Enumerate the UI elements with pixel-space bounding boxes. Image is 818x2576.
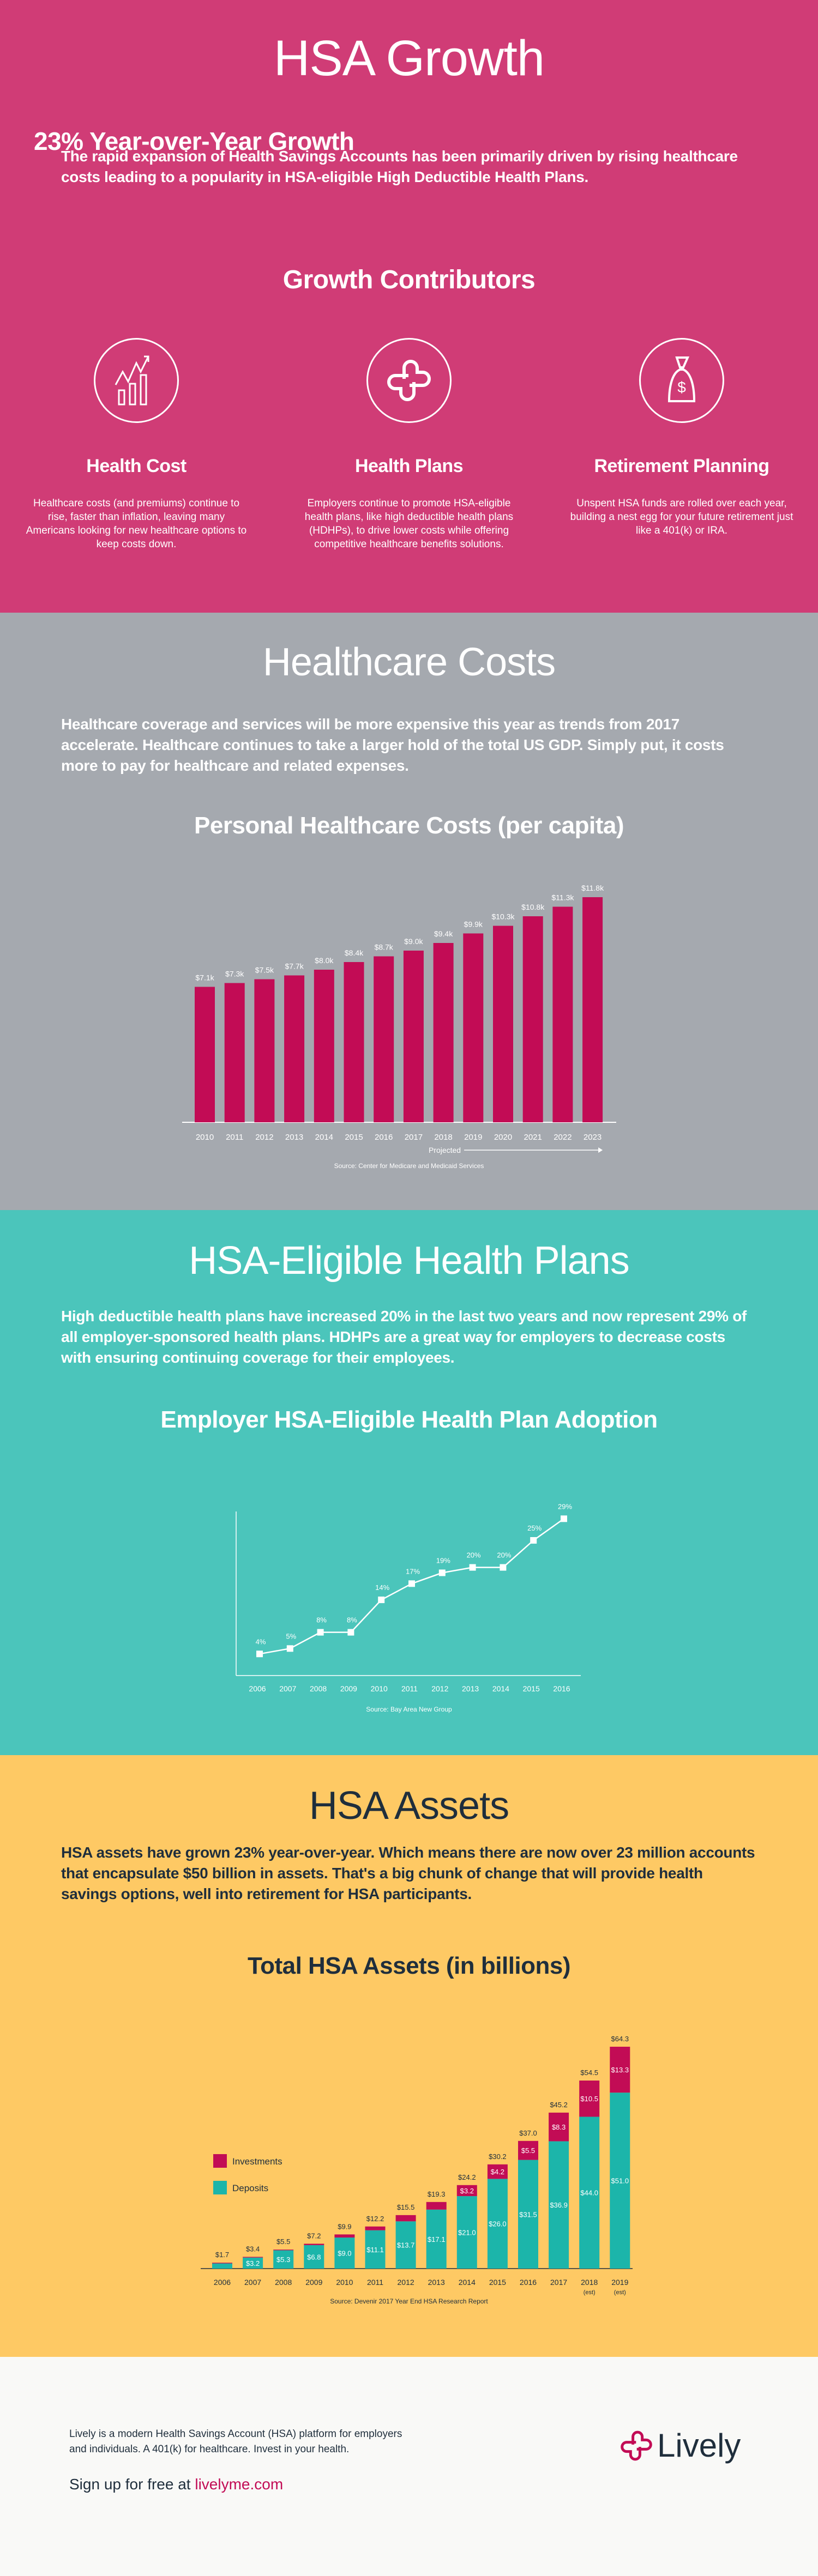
total-value-label: $24.2 [458, 2173, 476, 2181]
total-value-label: $5.5 [276, 2238, 291, 2246]
data-point [317, 1629, 324, 1636]
data-point [408, 1580, 415, 1587]
growth-subtitle: 23% Year-over-Year Growth [34, 127, 354, 155]
x-tick-label: 2008 [310, 1684, 327, 1693]
chart-source: Source: Center for Medicare and Medicaid Services [334, 1162, 484, 1170]
lively-logo [619, 2427, 741, 2464]
section-title: Healthcare Costs [262, 640, 556, 684]
bar-value-label: $7.3k [225, 969, 244, 978]
deposits-value-label: $11.1 [366, 2245, 384, 2254]
footer-description-line: and individuals. A 401(k) for healthcare. Invest in your health. [69, 2444, 350, 2455]
plans-paragraph: High deductible health plans have increased 20% in the last two years and now represent 29% of all employer-sponsored health plans. HDHPs are a great way for employers to decrease costs with ensuring continuing coverage for their employees. [61, 1308, 747, 1366]
contributor-health-cost [16, 338, 256, 551]
total-value-label: $64.3 [611, 2034, 629, 2043]
legend-swatch-deposits [213, 2181, 227, 2194]
data-point [470, 1564, 476, 1571]
x-tick-label: 2019 [611, 2278, 629, 2287]
hsa-assets-section [0, 1755, 818, 2357]
chart-source: Source: Bay Area New Group [366, 1706, 452, 1713]
contributor-description: Unspent HSA funds are rolled over each year, building a nest egg for your future retirement just like a 401(k) or IRA. [570, 498, 793, 536]
money-bag-icon [639, 338, 724, 423]
point-value-label: 5% [286, 1632, 297, 1641]
investments-value-label: $5.5 [521, 2146, 536, 2155]
x-tick-label: 2016 [553, 1684, 570, 1693]
x-tick-label: 2011 [226, 1133, 244, 1142]
point-value-label: 17% [405, 1567, 420, 1576]
x-tick-label: 2014 [492, 1684, 509, 1693]
point-value-label: 4% [255, 1637, 266, 1646]
data-point [287, 1645, 293, 1652]
deposits-value-label: $6.8 [307, 2253, 321, 2261]
x-tick-label: 2010 [336, 2278, 353, 2287]
bar-value-label: $8.4k [344, 948, 364, 957]
data-point [530, 1537, 537, 1544]
x-tick-label: 2015 [522, 1684, 540, 1693]
deposits-value-label: $5.3 [276, 2255, 291, 2264]
data-point [256, 1650, 263, 1657]
point-value-label: 29% [557, 1502, 573, 1511]
x-tick-sublabel: (est) [583, 2289, 596, 2296]
total-value-label: $45.2 [550, 2100, 568, 2109]
total-value-label: $9.9 [338, 2222, 352, 2231]
investments-bar-segment [304, 2244, 324, 2245]
data-point [561, 1515, 567, 1522]
footer [0, 2357, 818, 2576]
section-title: HSA Growth [273, 31, 545, 86]
contributor-description: Healthcare costs (and premiums) continue to rise, faster than inflation, leaving many Americans looking for new healthcare options to keep costs down. [26, 498, 247, 550]
point-value-label: 19% [436, 1556, 450, 1565]
healthcare-costs-bar-chart [0, 613, 818, 1210]
bar [582, 897, 603, 1122]
x-tick-label: 2011 [366, 2278, 384, 2287]
signup-text [69, 2476, 283, 2493]
x-tick-label: 2020 [494, 1133, 513, 1142]
section-title: HSA Assets [309, 1784, 509, 1828]
bar [493, 926, 513, 1123]
investments-bar-segment [365, 2227, 386, 2230]
deposits-value-label: $36.9 [550, 2201, 568, 2210]
total-value-label: $3.4 [245, 2245, 260, 2253]
deposits-bar-segment [212, 2264, 232, 2269]
total-value-label: $1.7 [215, 2251, 230, 2259]
x-tick-label: 2017 [550, 2278, 568, 2287]
hsa-growth-section [0, 0, 818, 613]
lively-logo-icon [619, 2428, 654, 2463]
bar-value-label: $7.1k [195, 973, 214, 982]
legend-label: Investments [232, 2156, 282, 2167]
contributor-health-plans [289, 338, 529, 551]
x-tick-label: 2014 [315, 1133, 333, 1142]
x-tick-label: 2014 [458, 2278, 476, 2287]
bar [523, 916, 543, 1122]
growth-paragraph: The rapid expansion of Health Savings Accounts has been primarily driven by rising healthcare costs leading to a popularity in HSA-eligible High Deductible Health Plans. [61, 148, 738, 185]
bar [254, 979, 274, 1123]
bar [374, 957, 394, 1123]
bar-value-label: $9.4k [434, 929, 453, 938]
data-point [378, 1597, 384, 1603]
bar-value-label: $9.9k [464, 920, 483, 929]
bar [404, 951, 424, 1122]
x-tick-label: 2022 [554, 1133, 572, 1142]
legend-swatch-investments [213, 2154, 227, 2168]
x-tick-label: 2011 [401, 1684, 418, 1693]
chart-title: Total HSA Assets (in billions) [247, 1952, 571, 1979]
point-value-label: 20% [497, 1551, 512, 1559]
x-tick-label: 2018 [581, 2278, 598, 2287]
contributor-title: Health Plans [354, 456, 464, 476]
costs-paragraph: Healthcare coverage and services will be more expensive this year as trends from 2017 accelerate. Healthcare continues to take a larger hold of the total US GDP. Simply put, it costs more to pay for healthcare and related expenses. [61, 716, 724, 774]
deposits-value-label: $13.7 [396, 2241, 415, 2250]
bar-value-label: $8.0k [315, 956, 334, 965]
x-tick-label: 2019 [464, 1133, 483, 1142]
contributor-title: Retirement Planning [594, 456, 769, 476]
hsa-eligible-plans-section [0, 1210, 818, 1755]
x-tick-label: 2016 [375, 1133, 393, 1142]
x-tick-sublabel: (est) [614, 2289, 626, 2296]
bar-value-label: $9.0k [404, 937, 423, 946]
contributor-retirement-planning [562, 338, 802, 537]
deposits-value-label: $9.0 [338, 2249, 352, 2258]
investments-value-label: $8.3 [551, 2123, 566, 2132]
total-value-label: $15.5 [396, 2203, 415, 2211]
x-tick-label: 2021 [524, 1133, 542, 1142]
x-tick-label: 2016 [519, 2278, 537, 2287]
x-tick-label: 2012 [431, 1684, 449, 1693]
bar-value-label: $7.5k [255, 965, 274, 975]
logo-text: Lively [657, 2427, 741, 2464]
deposits-value-label: $21.0 [458, 2228, 476, 2237]
contributor-title: Health Cost [86, 456, 187, 476]
bar-value-label: $10.3k [491, 912, 515, 921]
chart-title: Employer HSA-Eligible Health Plan Adoption [160, 1406, 658, 1433]
projected-annotation: Projected [428, 1146, 461, 1154]
linked-loops-icon [366, 338, 452, 423]
hsa-assets-stacked-bar-chart [0, 1755, 818, 2357]
data-point [500, 1564, 506, 1571]
bar [284, 976, 304, 1123]
total-value-label: $37.0 [519, 2128, 537, 2137]
bar-value-label: $8.7k [374, 942, 393, 952]
x-tick-label: 2007 [244, 2278, 262, 2287]
total-value-label: $54.5 [580, 2069, 598, 2077]
x-tick-label: 2012 [255, 1133, 274, 1142]
bar [314, 970, 334, 1122]
bar [434, 943, 454, 1122]
rising-chart-icon [94, 338, 179, 423]
svg-text:$: $ [677, 379, 686, 396]
x-tick-label: 2006 [249, 1684, 266, 1693]
investments-value-label: $10.5 [580, 2095, 598, 2103]
x-tick-label: 2018 [434, 1133, 453, 1142]
section-title: HSA-Eligible Health Plans [189, 1239, 629, 1283]
signup-prefix: Sign up for free at [69, 2476, 195, 2493]
contributor-description: Employers continue to promote HSA-eligible health plans, like high deductible health plans (HDHPs), to drive lower costs while offering competitive healthcare benefits solutions. [304, 498, 514, 550]
total-value-label: $30.2 [489, 2152, 507, 2161]
deposits-value-label: $51.0 [611, 2176, 629, 2185]
bar [225, 983, 245, 1123]
x-tick-label: 2013 [285, 1133, 304, 1142]
bar [552, 907, 573, 1123]
bar-value-label: $7.7k [285, 962, 304, 971]
projected-arrow-head [598, 1147, 603, 1153]
x-tick-label: 2010 [370, 1684, 388, 1693]
deposits-value-label: $3.2 [245, 2259, 260, 2267]
x-tick-label: 2006 [213, 2278, 231, 2287]
healthcare-costs-section [0, 613, 818, 1210]
investments-bar-segment [334, 2234, 354, 2238]
deposits-value-label: $26.0 [489, 2220, 507, 2228]
bar-value-label: $11.3k [551, 893, 574, 902]
point-value-label: 8% [316, 1616, 327, 1624]
x-tick-label: 2013 [462, 1684, 479, 1693]
point-value-label: 14% [375, 1583, 390, 1592]
x-tick-label: 2017 [404, 1133, 423, 1142]
deposits-value-label: $44.0 [580, 2188, 598, 2197]
plan-adoption-line-chart [0, 1210, 818, 1755]
x-tick-label: 2023 [583, 1133, 602, 1142]
data-point [347, 1629, 354, 1636]
legend-label: Deposits [232, 2183, 269, 2193]
deposits-value-label: $31.5 [519, 2210, 537, 2219]
chart-title: Personal Healthcare Costs (per capita) [194, 812, 624, 839]
point-value-label: 20% [466, 1551, 481, 1559]
deposits-value-label: $17.1 [427, 2235, 446, 2244]
total-value-label: $7.2 [307, 2232, 321, 2240]
x-tick-label: 2013 [428, 2278, 445, 2287]
x-tick-label: 2012 [397, 2278, 414, 2287]
investments-bar-segment [396, 2215, 416, 2221]
footer-description-line: Lively is a modern Health Savings Account (HSA) platform for employers [69, 2428, 402, 2440]
total-value-label: $12.2 [366, 2214, 384, 2223]
bar [344, 962, 364, 1122]
point-value-label: 25% [527, 1524, 542, 1532]
x-tick-label: 2010 [195, 1133, 214, 1142]
investments-value-label: $4.2 [490, 2168, 505, 2176]
investments-value-label: $3.2 [460, 2186, 474, 2195]
chart-source: Source: Devenir 2017 Year End HSA Research Report [330, 2297, 488, 2305]
signup-link[interactable]: livelyme.com [195, 2476, 284, 2493]
investments-bar-segment [426, 2202, 447, 2210]
bar [463, 934, 483, 1123]
x-tick-label: 2009 [340, 1684, 357, 1693]
total-value-label: $19.3 [427, 2190, 446, 2198]
bar-value-label: $11.8k [581, 884, 604, 892]
footer-description [69, 2427, 402, 2457]
point-value-label: 8% [347, 1616, 357, 1624]
data-point [439, 1570, 446, 1576]
bar [195, 987, 215, 1123]
x-tick-label: 2009 [305, 2278, 323, 2287]
x-tick-label: 2008 [275, 2278, 292, 2287]
contributors-title: Growth Contributors [282, 265, 536, 294]
investments-value-label: $13.3 [611, 2066, 629, 2075]
bar-value-label: $10.8k [521, 903, 545, 911]
assets-paragraph: HSA assets have grown 23% year-over-year. Which means there are now over 23 million accounts that encapsulate $50 billion in assets. That's a big chunk of change that will provide health savings options, well into retirement for HSA participants. [61, 1844, 755, 1902]
x-tick-label: 2015 [345, 1133, 363, 1142]
x-tick-label: 2015 [489, 2278, 506, 2287]
x-tick-label: 2007 [279, 1684, 297, 1693]
